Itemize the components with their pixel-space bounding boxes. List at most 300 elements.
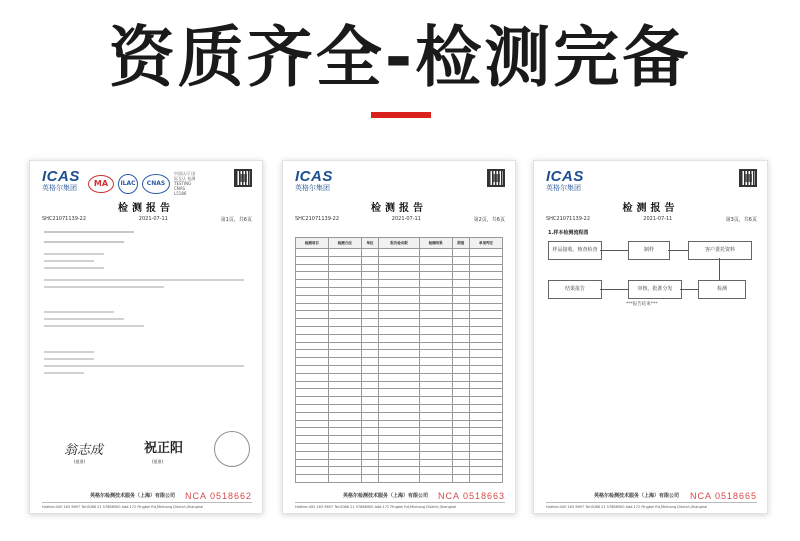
table-cell [452, 389, 470, 397]
sig-role-1: (批准) [74, 459, 86, 464]
table-cell [452, 264, 470, 272]
results-table [295, 237, 503, 483]
table-cell [470, 342, 503, 350]
flow-arrow [680, 289, 698, 290]
table-cell [328, 443, 361, 451]
table-cell [328, 451, 361, 459]
table-cell [419, 451, 452, 459]
table-cell [379, 467, 420, 475]
table-cell [470, 249, 503, 257]
table-cell [361, 295, 379, 303]
table-cell [379, 420, 420, 428]
table-cell [379, 365, 420, 373]
issuer-org: 英格尔检测技术服务（上海）有限公司 [343, 493, 429, 499]
table-cell [452, 249, 470, 257]
cnas-cert-icon: CNAS [142, 174, 170, 194]
table-cell [452, 381, 470, 389]
table-cell [296, 358, 329, 366]
table-row [296, 319, 503, 327]
table-cell [296, 404, 329, 412]
table-cell [452, 436, 470, 444]
table-cell [328, 397, 361, 405]
text-line [44, 365, 244, 367]
table-cell [361, 381, 379, 389]
flow-arrow [719, 258, 720, 280]
flow-arrow [600, 250, 628, 251]
table-cell [419, 311, 452, 319]
table-cell [361, 428, 379, 436]
icas-logo: ICAS 英格尔集团 [546, 168, 584, 192]
icas-logo: ICAS 英格尔集团 [42, 168, 80, 192]
table-cell [328, 272, 361, 280]
table-cell [379, 443, 420, 451]
icas-logo: ICAS 英格尔集团 [295, 168, 333, 192]
table-cell [452, 428, 470, 436]
qr-code-icon [487, 169, 505, 187]
table-cell [470, 451, 503, 459]
flow-step-test: 检测 [698, 280, 746, 299]
table-cell [361, 467, 379, 475]
sig-role-2: (批准) [152, 459, 164, 464]
table-row [296, 412, 503, 420]
table-cell [470, 303, 503, 311]
table-cell [419, 475, 452, 483]
table-cell [379, 350, 420, 358]
table-row [296, 326, 503, 334]
table-cell [361, 459, 379, 467]
table-cell [379, 287, 420, 295]
table-cell [296, 436, 329, 444]
text-line [44, 267, 104, 269]
table-cell [419, 358, 452, 366]
table-row [296, 475, 503, 483]
table-row [296, 334, 503, 342]
flow-step-approve: 审核、批准分发 [628, 280, 682, 299]
table-row [296, 373, 503, 381]
table-cell [452, 412, 470, 420]
table-cell [296, 381, 329, 389]
table-cell [379, 295, 420, 303]
text-line [44, 372, 84, 374]
table-cell [328, 373, 361, 381]
report-number: SHC21071139-22 [295, 216, 340, 222]
table-cell [296, 428, 329, 436]
table-row [296, 443, 503, 451]
report-footer: Hotline:400 163 9697 Tel:0086 21 57686900 Add:172 Pingbei Rd,Minhang District,Shanghai [42, 502, 252, 509]
table-row [296, 295, 503, 303]
table-cell [379, 428, 420, 436]
table-cell [361, 264, 379, 272]
table-cell [328, 381, 361, 389]
report-title: 检测报告 [118, 203, 174, 214]
table-cell [328, 475, 361, 483]
table-cell [328, 420, 361, 428]
table-cell [361, 287, 379, 295]
table-cell [379, 342, 420, 350]
table-cell [470, 287, 503, 295]
table-cell [419, 365, 452, 373]
table-cell [419, 381, 452, 389]
table-cell [470, 467, 503, 475]
table-cell [379, 280, 420, 288]
table-cell [328, 412, 361, 420]
table-cell [361, 342, 379, 350]
table-cell [361, 389, 379, 397]
table-cell [419, 303, 452, 311]
table-row [296, 397, 503, 405]
table-cell [328, 303, 361, 311]
text-line [44, 241, 124, 243]
table-row [296, 436, 503, 444]
table-cell [296, 256, 329, 264]
table-cell [419, 256, 452, 264]
table-cell [296, 389, 329, 397]
table-cell [296, 467, 329, 475]
flow-step-report: 结果报告 [548, 280, 602, 299]
issuer-org: 英格尔检测技术服务（上海）有限公司 [594, 493, 680, 499]
table-row [296, 272, 503, 280]
table-cell [379, 381, 420, 389]
table-header: 单位 [361, 238, 379, 249]
table-row [296, 467, 503, 475]
table-cell [296, 272, 329, 280]
table-cell [361, 280, 379, 288]
table-cell [328, 319, 361, 327]
table-cell [296, 475, 329, 483]
table-row [296, 459, 503, 467]
table-header: 报告检出限 [379, 238, 420, 249]
table-row [296, 381, 503, 389]
table-cell [470, 272, 503, 280]
table-cell [452, 358, 470, 366]
table-cell [419, 249, 452, 257]
nca-number: NCA 0518663 [437, 491, 505, 501]
table-cell [296, 412, 329, 420]
table-cell [379, 256, 420, 264]
report-page-3[interactable] [533, 160, 768, 514]
table-cell [379, 303, 420, 311]
flow-step-receive: 样品接收、核查检查 [548, 241, 602, 260]
table-cell [361, 319, 379, 327]
text-line [44, 231, 134, 233]
signature-2: 祝正阳 [144, 441, 184, 456]
table-row [296, 311, 503, 319]
table-cell [296, 451, 329, 459]
table-cell [379, 272, 420, 280]
table-row [296, 358, 503, 366]
table-cell [379, 358, 420, 366]
table-cell [419, 412, 452, 420]
table-cell [296, 319, 329, 327]
signature-area [44, 437, 248, 467]
report-meta [42, 216, 252, 223]
table-cell [379, 389, 420, 397]
table-cell [296, 459, 329, 467]
table-cell [452, 459, 470, 467]
table-cell [379, 475, 420, 483]
qr-code-icon [234, 169, 252, 187]
table-cell [452, 373, 470, 381]
table-row [296, 303, 503, 311]
table-cell [361, 303, 379, 311]
table-cell [419, 342, 452, 350]
table-cell [419, 436, 452, 444]
report-date: 2021-07-11 [391, 216, 421, 222]
table-cell [470, 404, 503, 412]
table-cell [452, 295, 470, 303]
table-cell [452, 443, 470, 451]
table-cell [452, 272, 470, 280]
text-line [44, 260, 94, 262]
cnas-note: 中国认可 国际互认 检测 TESTING CNAS L5186 [174, 171, 196, 196]
table-cell [328, 428, 361, 436]
table-cell [328, 350, 361, 358]
table-cell [296, 365, 329, 373]
table-cell [419, 350, 452, 358]
table-cell [361, 420, 379, 428]
table-row [296, 451, 503, 459]
flow-step-prep: 制样 [628, 241, 670, 260]
table-cell [379, 412, 420, 420]
table-cell [296, 350, 329, 358]
table-cell [470, 428, 503, 436]
table-row [296, 249, 503, 257]
table-cell [328, 459, 361, 467]
report-footer: Hotline:400 163 9697 Tel:0086 21 57686900 Add:172 Pingbei Rd,Minhang District,Shanghai [295, 502, 505, 509]
table-cell [419, 467, 452, 475]
table-cell [296, 326, 329, 334]
table-row [296, 280, 503, 288]
table-cell [419, 459, 452, 467]
table-cell [361, 365, 379, 373]
table-cell [296, 249, 329, 257]
table-cell [361, 451, 379, 459]
text-line [44, 358, 94, 360]
table-header: 限值 [452, 238, 470, 249]
text-line [44, 318, 124, 320]
text-line [44, 351, 94, 353]
flow-step-client-info: 客户委托资料 [688, 241, 752, 260]
table-row [296, 389, 503, 397]
table-cell [419, 334, 452, 342]
table-cell [379, 404, 420, 412]
table-cell [328, 365, 361, 373]
report-date: 2021-07-11 [138, 216, 168, 222]
table-cell [470, 436, 503, 444]
table-row [296, 365, 503, 373]
report-meta [546, 216, 757, 223]
table-cell [328, 326, 361, 334]
table-cell [361, 358, 379, 366]
table-cell [419, 319, 452, 327]
report-page-2[interactable] [282, 160, 516, 514]
report-page: 第1页，共6页 [220, 217, 252, 223]
table-cell [361, 475, 379, 483]
table-cell [419, 428, 452, 436]
table-cell [452, 420, 470, 428]
report-page: 第2页，共6页 [473, 217, 505, 223]
table-cell [452, 467, 470, 475]
report-title: 检测报告 [622, 203, 679, 214]
report-title: 检测报告 [371, 203, 427, 214]
table-cell [379, 397, 420, 405]
table-row [296, 264, 503, 272]
table-row [296, 428, 503, 436]
table-cell [470, 295, 503, 303]
table-cell [328, 467, 361, 475]
table-cell [296, 303, 329, 311]
nca-number: NCA 0518665 [689, 491, 757, 501]
table-cell [379, 459, 420, 467]
table-cell [419, 420, 452, 428]
table-cell [419, 287, 452, 295]
table-cell [419, 373, 452, 381]
table-cell [419, 397, 452, 405]
table-cell [470, 256, 503, 264]
table-cell [296, 334, 329, 342]
table-cell [361, 350, 379, 358]
flow-arrow [600, 289, 628, 290]
table-cell [470, 381, 503, 389]
table-cell [328, 389, 361, 397]
table-cell [452, 303, 470, 311]
table-cell [452, 319, 470, 327]
flow-arrow [668, 250, 688, 251]
table-cell [452, 475, 470, 483]
report-number: SHC21071139-22 [546, 216, 591, 222]
official-stamp [214, 431, 250, 467]
table-cell [452, 280, 470, 288]
table-cell [470, 326, 503, 334]
table-cell [470, 319, 503, 327]
table-cell [452, 350, 470, 358]
table-row [296, 404, 503, 412]
table-cell [296, 342, 329, 350]
table-cell [328, 342, 361, 350]
table-cell [452, 334, 470, 342]
table-cell [328, 249, 361, 257]
table-cell [452, 311, 470, 319]
table-cell [296, 295, 329, 303]
table-cell [452, 342, 470, 350]
table-cell [361, 311, 379, 319]
text-line [44, 325, 144, 327]
table-cell [452, 287, 470, 295]
table-cell [470, 420, 503, 428]
table-cell [296, 397, 329, 405]
text-line [44, 286, 164, 288]
table-cell [361, 373, 379, 381]
table-cell [379, 326, 420, 334]
table-row [296, 287, 503, 295]
page-headline: 资质齐全-检测完备 [108, 19, 692, 96]
table-cell [470, 397, 503, 405]
report-page-1[interactable] [29, 160, 263, 514]
table-cell [379, 373, 420, 381]
table-cell [419, 326, 452, 334]
table-cell [328, 295, 361, 303]
table-cell [452, 397, 470, 405]
table-header: 单项判定 [470, 238, 503, 249]
text-line [44, 253, 104, 255]
table-cell [361, 436, 379, 444]
table-row [296, 420, 503, 428]
table-header: 检测项目 [296, 238, 329, 249]
table-cell [452, 256, 470, 264]
text-line [44, 311, 114, 313]
table-cell [419, 272, 452, 280]
table-cell [361, 272, 379, 280]
flowchart-caption: ***报告结束*** [626, 302, 658, 307]
table-cell [361, 256, 379, 264]
table-cell [379, 334, 420, 342]
report-date: 2021-07-11 [643, 216, 673, 222]
table-cell [452, 451, 470, 459]
table-cell [419, 389, 452, 397]
table-cell [328, 264, 361, 272]
table-cell [361, 443, 379, 451]
table-header: 检测结果 [419, 238, 452, 249]
ma-cert-icon: MA [88, 175, 114, 193]
cert-marks [88, 171, 198, 196]
table-cell [379, 451, 420, 459]
table-cell [470, 350, 503, 358]
report-footer: Hotline:400 163 9697 Tel:0086 21 57686900 Add:172 Pingbei Rd,Minhang District,Shanghai [546, 502, 757, 509]
table-cell [470, 373, 503, 381]
table-cell [470, 459, 503, 467]
table-cell [379, 319, 420, 327]
table-cell [296, 287, 329, 295]
table-cell [470, 311, 503, 319]
table-cell [296, 264, 329, 272]
table-row [296, 342, 503, 350]
table-cell [452, 404, 470, 412]
table-cell [470, 280, 503, 288]
table-row [296, 350, 503, 358]
qr-code-icon [739, 169, 757, 187]
table-cell [470, 365, 503, 373]
table-cell [379, 311, 420, 319]
table-cell [379, 264, 420, 272]
report-number: SHC21071139-22 [42, 216, 87, 222]
table-cell [328, 436, 361, 444]
table-cell [328, 404, 361, 412]
signature-1: 翁志成 [64, 443, 104, 458]
table-cell [361, 334, 379, 342]
table-header: 检测方法 [328, 238, 361, 249]
text-line [44, 279, 244, 281]
table-cell [470, 475, 503, 483]
table-cell [361, 404, 379, 412]
headline-underline [371, 112, 431, 118]
table-cell [361, 412, 379, 420]
table-cell [470, 443, 503, 451]
table-cell [328, 311, 361, 319]
table-cell [328, 358, 361, 366]
table-cell [419, 280, 452, 288]
table-cell [296, 420, 329, 428]
table-cell [296, 443, 329, 451]
table-cell [296, 280, 329, 288]
table-cell [361, 397, 379, 405]
table-cell [470, 412, 503, 420]
issuer-org: 英格尔检测技术服务（上海）有限公司 [90, 493, 176, 499]
table-cell [419, 443, 452, 451]
table-cell [328, 256, 361, 264]
table-cell [470, 358, 503, 366]
table-cell [470, 389, 503, 397]
nca-number: NCA 0518662 [184, 491, 252, 501]
